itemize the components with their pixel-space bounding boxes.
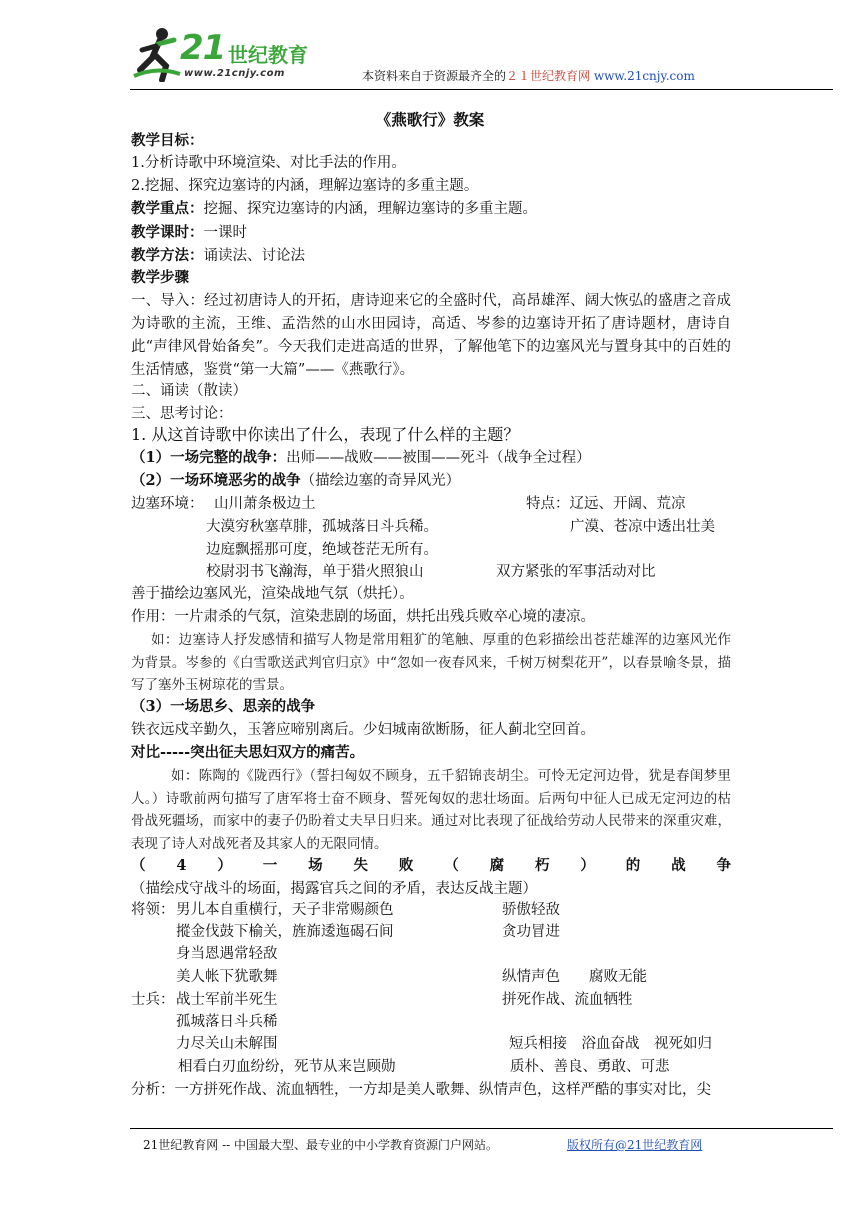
goal-1: 1.分析诗歌中环境渲染、对比手法的作用。 bbox=[131, 155, 406, 171]
footer-divider bbox=[130, 1128, 833, 1129]
section-1-title: （1）一场完整的战争： bbox=[131, 449, 287, 466]
env-example: 如：边塞诗人抒发感情和描写人物是常用粗犷的笔触、厚重的色彩描绘出苍茫雄浑的边塞风光作为背景。岑参的《白雪歌送武判官归京》中“忽如一夜春风来，千树万树梨花开”，以春景喻冬景，描写了塞外玉树琼花的雪景。 bbox=[131, 632, 731, 693]
env-effect: 作用：一片肃杀的气氛，渲染悲剧的场面，烘托出残兵败卒心境的凄凉。 bbox=[131, 609, 595, 625]
running-figure-icon bbox=[132, 26, 182, 82]
env-line-3: 边庭飘摇那可度，绝域苍茫无所有。 bbox=[206, 542, 438, 558]
general-line-2: 摐金伐鼓下榆关，旌旆逶迤碣石间 bbox=[176, 924, 394, 940]
section-1 bbox=[131, 448, 591, 468]
source-brand: ２１世纪教育网 bbox=[506, 69, 591, 83]
source-prefix: 本资料来自于资源最齐全的 bbox=[362, 69, 507, 83]
section-3-contrast: 对比-----突出征夫思妇双方的痛苦。 bbox=[131, 744, 365, 761]
env-line-1: 山川萧条极边土 bbox=[214, 496, 316, 512]
section-4-text: （描绘戍守战斗的场面，揭露官兵之间的矛盾，表达反战主题） bbox=[131, 881, 537, 897]
page-title: 《燕歌行》教案 bbox=[375, 110, 485, 129]
steps-label: 教学步骤 bbox=[131, 269, 189, 286]
soldier-note-4: 质朴、善良、勇敢、可悲 bbox=[510, 1059, 670, 1075]
step-2: 二、诵读（散读） bbox=[131, 383, 247, 399]
logo-number: 21 bbox=[180, 28, 226, 68]
section-3-text: 铁衣远戍辛勤久，玉箸应啼别离后。少妇城南欲断肠，征人蓟北空回首。 bbox=[131, 722, 595, 738]
header-divider bbox=[130, 89, 833, 90]
soldier-label: 士兵： bbox=[131, 992, 175, 1008]
feature-2: 广漠、苍凉中透出壮美 bbox=[570, 519, 715, 535]
key-points bbox=[131, 199, 537, 219]
hours-label: 教学课时： bbox=[131, 224, 204, 241]
general-note-1: 骄傲轻敌 bbox=[502, 902, 560, 918]
general-note-4: 纵情声色 腐败无能 bbox=[502, 969, 647, 985]
soldier-note-1: 拼死作战、流血牺牲 bbox=[502, 992, 633, 1008]
section-4-title: （4）一场失败（腐朽）的战争 bbox=[131, 857, 731, 874]
key-label: 教学重点： bbox=[131, 200, 204, 217]
env-summary: 善于描绘边塞风光，渲染战地气氛（烘托）。 bbox=[131, 586, 414, 602]
method-text: 诵读法、讨论法 bbox=[203, 248, 305, 264]
feature-line-1 bbox=[526, 494, 686, 514]
class-hours bbox=[131, 223, 247, 243]
general-note-2: 贪功冒进 bbox=[502, 924, 560, 940]
teaching-method bbox=[131, 246, 305, 266]
intro-paragraph: 一、导入：经过初唐诗人的开拓，唐诗迎来它的全盛时代，高昂雄浑、阔大恢弘的盛唐之音成为诗歌的主流，王维、孟浩然的山水田园诗，高适、岑参的边塞诗开拓了唐诗题材，唐诗自此“声律风骨始备矣”。今天我们走进高适的世界，了解他笔下的边塞风光与置身其中的百姓的生活情感，鉴赏“第一大篇”——《燕歌行》。 bbox=[131, 293, 731, 378]
feature-1: 辽远、开阔、荒凉 bbox=[569, 496, 686, 512]
feature-label: 特点： bbox=[526, 496, 570, 512]
step-3: 三、思考讨论： bbox=[131, 406, 233, 422]
section-2-text: （描绘边塞的奇异风光） bbox=[300, 473, 461, 489]
general-line-4: 美人帐下犹歌舞 bbox=[176, 969, 278, 985]
copyright-link[interactable]: 版权所有@21世纪教育网 bbox=[567, 1138, 703, 1152]
method-label: 教学方法： bbox=[131, 247, 204, 264]
section-1-text: 出师——战败——被围——死斗（战争全过程） bbox=[286, 450, 591, 466]
env-line-2: 大漠穷秋塞草腓，孤城落日斗兵稀。 bbox=[206, 519, 438, 535]
general-label: 将领： bbox=[131, 902, 175, 918]
footer-left: 21世纪教育网 -- 中国最大型、最专业的中小学教育资源门户网站。 bbox=[143, 1138, 499, 1152]
feature-3: 双方紧张的军事活动对比 bbox=[496, 564, 656, 580]
section-3-title: （3）一场思乡、思亲的战争 bbox=[131, 698, 316, 715]
general-line-3: 身当恩遇常轻敌 bbox=[176, 946, 278, 962]
key-text: 挖掘、探究边塞诗的内涵，理解边塞诗的多重主题。 bbox=[203, 201, 537, 217]
logo-url: www.21cnjy.com bbox=[184, 68, 285, 79]
soldier-note-3: 短兵相接 浴血奋战 视死如归 bbox=[509, 1036, 712, 1052]
soldier-line-4: 相看白刃血纷纷，死节从来岂顾勋 bbox=[178, 1059, 396, 1075]
logo-name: 世纪教育 bbox=[228, 43, 308, 67]
hours-text: 一课时 bbox=[203, 225, 247, 241]
env-line-4: 校尉羽书飞瀚海，单于猎火照狼山 bbox=[206, 564, 424, 580]
section-2-title: （2）一场环境恶劣的战争 bbox=[131, 472, 301, 489]
analysis: 分析：一方拼死作战、流血牺牲，一方却是美人歌舞、纵情声色，这样严酷的事实对比，尖 bbox=[131, 1082, 711, 1098]
general-line-1: 男儿本自重横行，天子非常赐颜色 bbox=[176, 902, 394, 918]
goal-2: 2.挖掘、探究边塞诗的内涵，理解边塞诗的多重主题。 bbox=[131, 178, 479, 194]
env-label: 边塞环境： bbox=[131, 496, 204, 512]
source-url-link[interactable]: www.21cnjy.com bbox=[593, 69, 695, 83]
section-2 bbox=[131, 471, 460, 491]
soldier-line-2: 孤城落日斗兵稀 bbox=[176, 1014, 278, 1030]
question-1: 1. 从这首诗歌中你读出了什么，表现了什么样的主题？ bbox=[131, 425, 520, 444]
logo bbox=[132, 26, 347, 84]
goal-label: 教学目标： bbox=[131, 132, 204, 149]
soldier-line-1: 战士军前半死生 bbox=[176, 992, 278, 1008]
soldier-line-3: 力尽关山未解围 bbox=[176, 1036, 278, 1052]
header-source bbox=[362, 67, 695, 84]
section-3-example: 如：陈陶的《陇西行》（誓扫匈奴不顾身，五千貂锦丧胡尘。可怜无定河边骨，犹是春闺梦里人。）诗歌前两句描写了唐军将士奋不顾身、誓死匈奴的悲壮场面。后两句中征人已成无定河边的枯骨战死疆场，而家中的妻子仍盼着丈夫早日归来。通过对比表现了征战给劳动人民带来的深重灾难，表现了诗人对战死者及其家人的无限同情。 bbox=[131, 768, 731, 852]
section-4 bbox=[131, 854, 731, 901]
